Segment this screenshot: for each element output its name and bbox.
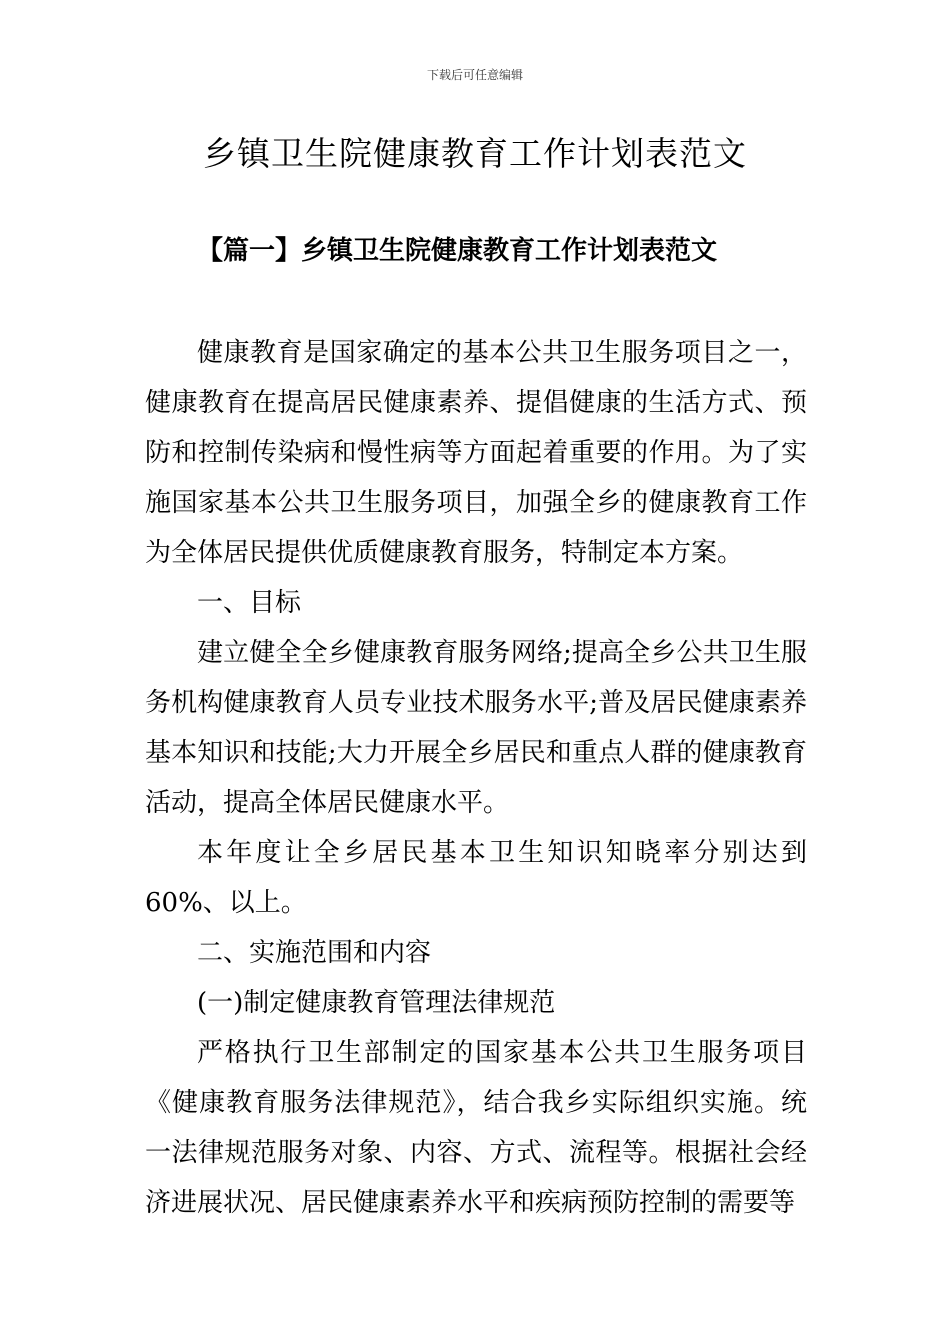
paragraph-regulations: 严格执行卫生部制定的国家基本公共卫生服务项目《健康教育服务法律规范》，结合我乡实际组织实施。统一法律规范服务对象、内容、方式、流程等。根据社会经济进展状况、居民健康素养水平和疾病预防控制的需要等: [145, 1038, 807, 1218]
document-body: [145, 328, 807, 1228]
section-heading: 【篇一】乡镇卫生院健康教育工作计划表范文: [197, 236, 718, 266]
paragraph-intro: 健康教育是国家确定的基本公共卫生服务项目之一，健康教育在提高居民健康素养、提倡健康的生活方式、预防和控制传染病和慢性病等方面起着重要的作用。为了实施国家基本公共卫生服务项目，加强全乡的健康教育工作为全体居民提供优质健康教育服务，特制定本方案。: [145, 338, 807, 568]
heading-scope: 二、实施范围和内容: [197, 938, 432, 968]
paragraph-target-rate: 本年度让全乡居民基本卫生知识知晓率分别达到 60%、以上。: [145, 838, 807, 918]
header-note: 下载后可任意编辑: [426, 68, 523, 82]
paragraph-goals: 建立健全全乡健康教育服务网络;提高全乡公共卫生服务机构健康教育人员专业技术服务水平;普及居民健康素养基本知识和技能;大力开展全乡居民和重点人群的健康教育活动，提高全体居民健康水平。: [145, 638, 807, 818]
subheading-regulations: (一)制定健康教育管理法律规范: [197, 988, 556, 1018]
document-title: 乡镇卫生院健康教育工作计划表范文: [203, 134, 747, 173]
heading-goals: 一、目标: [197, 588, 302, 618]
